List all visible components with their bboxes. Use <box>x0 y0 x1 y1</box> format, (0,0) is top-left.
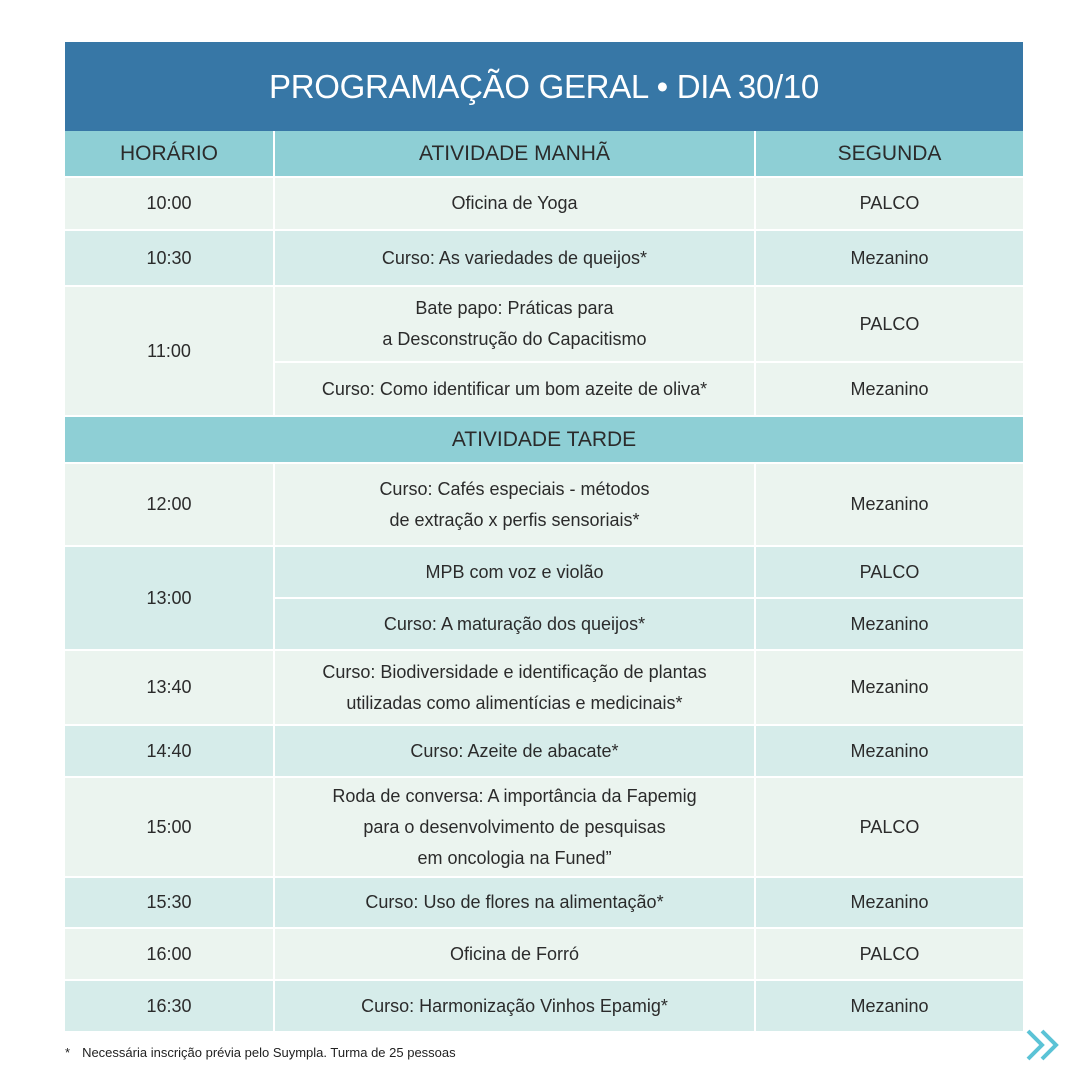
venue-cell: Mezanino <box>756 878 1023 927</box>
activity-cell: Roda de conversa: A importância da Fapemig para o desenvolvimento de pesquisas em oncologia na Funed” <box>275 778 754 876</box>
activity-cell: Curso: Biodiversidade e identificação de plantas utilizadas como alimentícias e medicinais* <box>275 651 754 724</box>
venue-cell: Mezanino <box>756 651 1023 724</box>
header-time: HORÁRIO <box>65 131 273 176</box>
activity-cell: Oficina de Forró <box>275 929 754 979</box>
venue-cell: Mezanino <box>756 981 1023 1031</box>
activity-cell: Curso: A maturação dos queijos* <box>275 599 754 649</box>
venue-cell: Mezanino <box>756 231 1023 285</box>
time-cell: 13:40 <box>65 651 273 724</box>
venue-cell: Mezanino <box>756 464 1023 545</box>
time-cell: 13:00 <box>65 547 273 649</box>
time-cell: 14:40 <box>65 726 273 776</box>
time-cell: 11:00 <box>65 287 273 415</box>
venue-cell: PALCO <box>756 178 1023 229</box>
activity-cell: MPB com voz e violão <box>275 547 754 597</box>
venue-cell: PALCO <box>756 287 1023 361</box>
header-day: SEGUNDA <box>756 131 1023 176</box>
footnote <box>65 1045 456 1060</box>
time-cell: 15:30 <box>65 878 273 927</box>
venue-cell: Mezanino <box>756 599 1023 649</box>
activity-cell: Curso: Como identificar um bom azeite de oliva* <box>275 363 754 415</box>
time-cell: 10:30 <box>65 231 273 285</box>
schedule-table <box>65 42 1023 1031</box>
activity-cell: Curso: Cafés especiais - métodos de extração x perfis sensoriais* <box>275 464 754 545</box>
time-cell: 10:00 <box>65 178 273 229</box>
activity-cell: Curso: Uso de flores na alimentação* <box>275 878 754 927</box>
venue-cell: PALCO <box>756 547 1023 597</box>
header-activity-morning: ATIVIDADE MANHÃ <box>275 131 754 176</box>
venue-cell: PALCO <box>756 778 1023 876</box>
time-cell: 16:30 <box>65 981 273 1031</box>
section-header-afternoon: ATIVIDADE TARDE <box>65 417 1023 462</box>
activity-cell: Curso: Harmonização Vinhos Epamig* <box>275 981 754 1031</box>
double-chevron-right-icon[interactable] <box>1024 1028 1064 1062</box>
activity-cell: Oficina de Yoga <box>275 178 754 229</box>
time-cell: 15:00 <box>65 778 273 876</box>
time-cell: 16:00 <box>65 929 273 979</box>
venue-cell: PALCO <box>756 929 1023 979</box>
venue-cell: Mezanino <box>756 363 1023 415</box>
time-cell: 12:00 <box>65 464 273 545</box>
schedule-title: PROGRAMAÇÃO GERAL • DIA 30/10 <box>65 42 1023 131</box>
activity-cell: Curso: Azeite de abacate* <box>275 726 754 776</box>
schedule-grid <box>65 131 1023 1031</box>
venue-cell: Mezanino <box>756 726 1023 776</box>
activity-cell: Curso: As variedades de queijos* <box>275 231 754 285</box>
footnote-text: Necessária inscrição prévia pelo Suympla. Turma de 25 pessoas <box>82 1045 456 1060</box>
footnote-marker: * <box>65 1045 71 1060</box>
activity-cell: Bate papo: Práticas para a Desconstrução do Capacitismo <box>275 287 754 361</box>
